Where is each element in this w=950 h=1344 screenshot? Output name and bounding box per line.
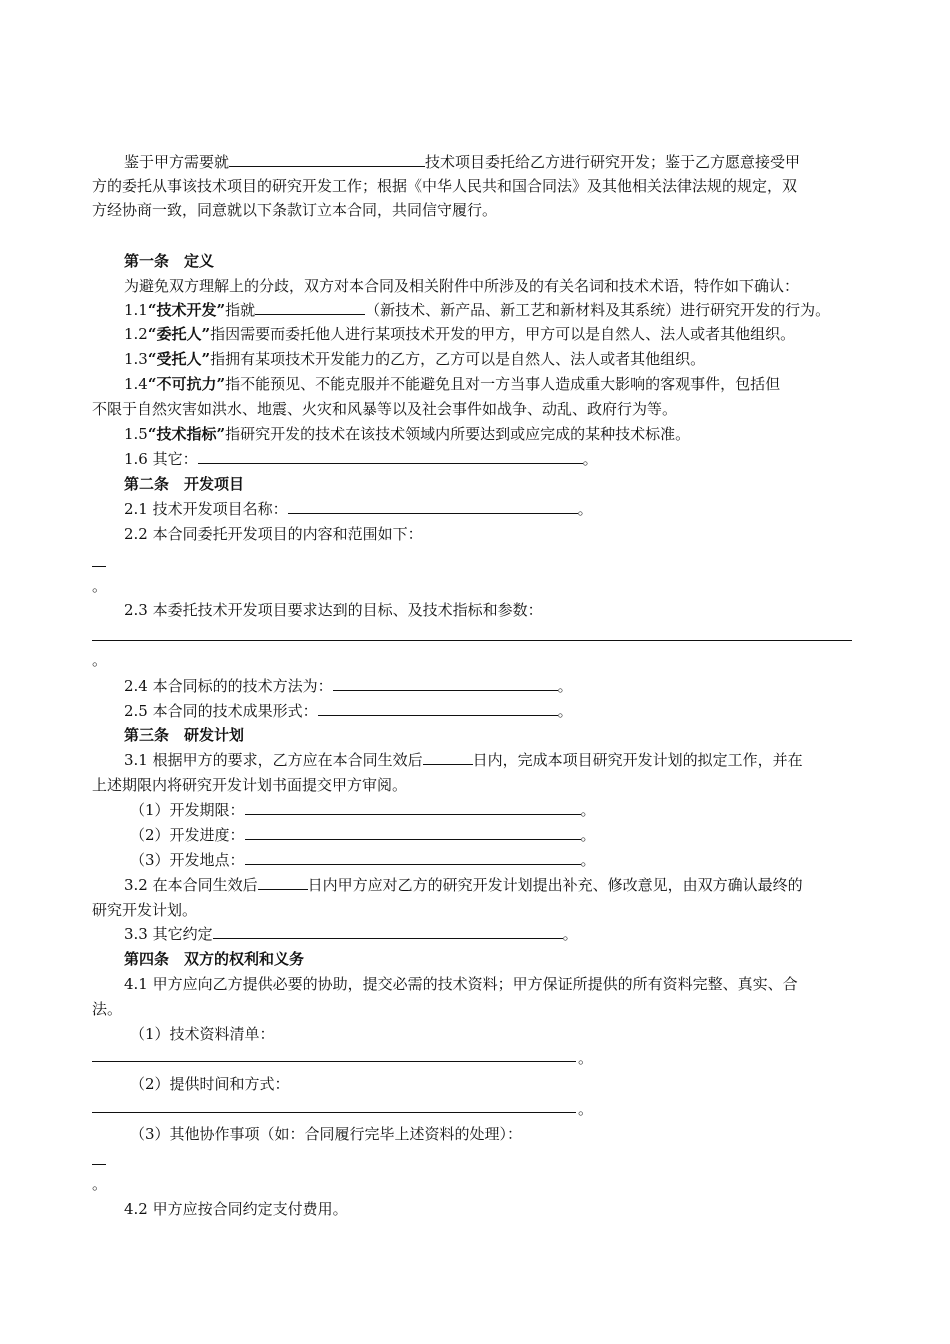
period: 。 [578,1049,594,1067]
period: 。 [562,925,578,943]
clause-number: 1.5 [124,425,148,443]
definition-1-4-cont: 不限于自然灾害如洪水、地震、火灾和风暴等以及社会事件如战争、动乱、政府行为等。 [92,400,678,418]
clause-3-2-cont: 研究开发计划。 [92,901,198,919]
item-label: （2）开发进度： [130,826,245,844]
definition-text: 指就 [225,301,256,319]
dev-period-blank[interactable] [245,798,581,815]
definition-1-5 [124,422,864,446]
preamble-line-2: 方的委托从事该技术项目的研究开发工作；根据《中华人民共和国合同法》及其他相关法律法规的规定，双 [92,177,798,195]
dev-progress-blank[interactable] [245,823,581,840]
clause-3-1-cont: 上述期限内将研究开发计划书面提交甲方审阅。 [92,776,408,794]
clause-4-1-cont: 法。 [92,1000,123,1018]
definition-text: 指因需要而委托他人进行某项技术开发的甲方，甲方可以是自然人、法人或者其他组织。 [210,325,796,343]
clause-label: 3.3 其它约定 [124,925,213,943]
content-scope-blank[interactable] [92,566,106,567]
defined-term: “不可抗力” [147,375,226,393]
clause-text: 3.2 在本合同生效后 [124,876,258,894]
definition-text: （新技术、新产品、新工艺和新材料及其系统）进行研究开发的行为。 [365,301,831,319]
preamble-line-1 [124,150,864,174]
defined-term: “技术指标” [147,425,226,443]
clause-label: 2.1 技术开发项目名称： [124,500,288,518]
tech-method-blank[interactable] [333,674,558,691]
tech-docs-list-label: （1）技术资料清单： [130,1025,275,1043]
clause-3-3 [124,922,864,946]
period: 。 [577,500,593,518]
clause-number: 1.2 [124,325,148,343]
clause-2-3: 2.3 本委托技术开发项目要求达到的目标、及技术指标和参数： [124,601,543,619]
clause-number: 1.3 [124,350,148,368]
preamble-text: 鉴于甲方需要就 [124,153,230,171]
other-terms-blank[interactable] [213,922,563,939]
project-name-blank[interactable] [229,150,425,167]
defined-term: “技术开发” [147,301,226,319]
revision-days-blank[interactable] [258,873,308,890]
dev-location-blank[interactable] [245,848,581,865]
item-label: （1）开发期限： [130,801,245,819]
defined-term: “受托人” [147,350,211,368]
clause-2-4 [124,674,864,698]
clause-2-3-end: 。 [92,651,108,669]
dev-period-item [130,798,900,822]
definition-text: 指研究开发的技术在该技术领域内所要达到或应完成的某种技术标准。 [225,425,691,443]
article-2-heading: 第二条 开发项目 [124,475,245,493]
clause-2-5 [124,699,864,723]
clause-3-1 [124,748,864,772]
clause-label: 1.6 其它： [124,450,198,468]
definition-1-6 [124,447,864,471]
item-label: （3）开发地点： [130,851,245,869]
clause-3-2 [124,873,864,897]
project-title-blank[interactable] [288,497,578,514]
other-cooperation-label: （3）其他协作事项（如：合同履行完毕上述资料的处理）： [130,1125,523,1143]
definition-1-3 [124,347,864,371]
clause-label: 2.5 本合同的技术成果形式： [124,702,318,720]
tech-dev-blank[interactable] [255,298,365,315]
preamble-text: 技术项目委托给乙方进行研究开发；鉴于乙方愿意接受甲 [425,153,801,171]
period: 。 [580,801,596,819]
preamble-line-3: 方经协商一致，同意就以下条款订立本合同，共同信守履行。 [92,201,498,219]
dev-progress-item [130,823,900,847]
clause-2-2: 2.2 本合同委托开发项目的内容和范围如下： [124,525,423,543]
clause-number: 1.1 [124,301,148,319]
dev-location-item [130,848,900,872]
clause-2-2-end: 。 [92,577,108,595]
tech-docs-list-blank[interactable] [92,1061,576,1062]
period: 。 [578,1100,594,1118]
definition-text: 指不能预见、不能克服并不能避免且对一方当事人造成重大影响的客观事件，包括但 [225,375,781,393]
defined-term: “委托人” [147,325,211,343]
period: 。 [557,702,573,720]
period: 。 [580,826,596,844]
other-definition-blank[interactable] [198,447,583,464]
tech-result-blank[interactable] [318,699,558,716]
definition-text: 指拥有某项技术开发能力的乙方，乙方可以是自然人、法人或者其他组织。 [210,350,706,368]
definition-1-2 [124,322,864,346]
article-4-heading: 第四条 双方的权利和义务 [124,950,305,968]
clause-text: 日内，完成本项目研究开发计划的拟定工作，并在 [472,751,803,769]
period: 。 [92,1175,108,1193]
clause-4-1: 4.1 甲方应向乙方提供必要的协助，提交必需的技术资料；甲方保证所提供的所有资料完整、真实、合 [124,975,798,993]
period: 。 [580,851,596,869]
delivery-time-blank[interactable] [92,1112,576,1113]
clause-number: 1.4 [124,375,148,393]
clause-2-1 [124,497,864,521]
target-params-blank[interactable] [92,640,852,641]
clause-text: 日内甲方应对乙方的研究开发计划提出补充、修改意见，由双方确认最终的 [307,876,803,894]
article-3-heading: 第三条 研发计划 [124,726,245,744]
period: 。 [582,450,598,468]
plan-days-blank[interactable] [423,748,473,765]
other-cooperation-blank[interactable] [92,1164,106,1165]
clause-label: 2.4 本合同标的的技术方法为： [124,677,333,695]
definition-1-1 [124,298,864,322]
clause-4-2: 4.2 甲方应按合同约定支付费用。 [124,1200,348,1218]
definition-1-4 [124,372,864,396]
article-1-intro: 为避免双方理解上的分歧，双方对本合同及相关附件中所涉及的有关名词和技术术语，特作如下确认： [124,277,800,295]
period: 。 [557,677,573,695]
article-1-heading: 第一条 定义 [124,252,215,270]
delivery-time-label: （2）提供时间和方式： [130,1075,290,1093]
clause-text: 3.1 根据甲方的要求，乙方应在本合同生效后 [124,751,423,769]
